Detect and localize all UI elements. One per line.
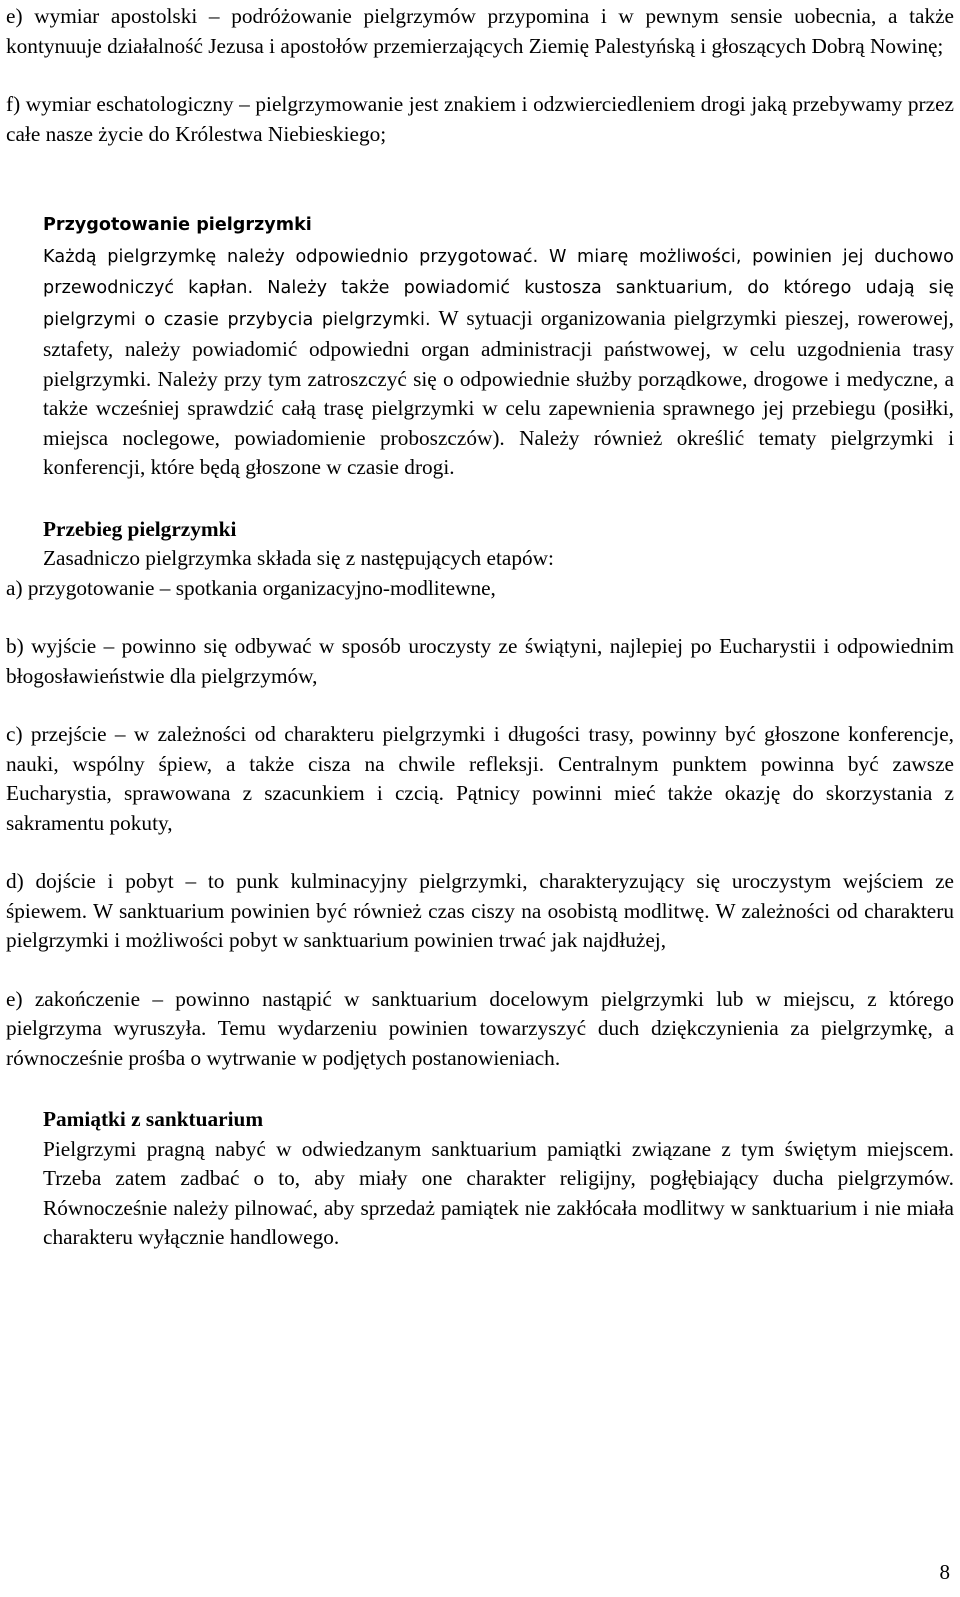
section-heading-course: Przebieg pielgrzymki xyxy=(43,516,237,541)
course-stage-a: a) przygotowanie – spotkania organizacyjno-modlitewne, xyxy=(6,575,496,600)
spacer xyxy=(6,61,954,90)
course-stage-d: d) dojście i pobyt – to punk kulminacyjny pielgrzymki, charakteryzujący się uroczystym wejściem ze śpiewem. W sanktuarium powinien być również czas ciszy na osobistą modlitwę. W zależności od charakteru pielgrzymki i możliwości pobyt w sanktuarium powinien trwać jak najdłużej, xyxy=(6,869,954,952)
section-heading-souvenirs: Pamiątki z sanktuarium xyxy=(43,1107,264,1131)
spacer xyxy=(6,956,954,985)
page-number: 8 xyxy=(939,1560,950,1584)
course-stage-b: b) wyjście – powinno się odbywać w sposób uroczysty ze świątyni, najlepiej po Eucharystii i odpowiednim błogosławieństwie dla pielgrzymów, xyxy=(6,634,954,688)
course-stage-c: c) przejście – w zależności od charakteru pielgrzymki i długości trasy, powinny być głoszone konferencje, nauki, wspólny śpiew, a także cisza na chwile refleksji. Centralnym punktem powinna być zawsze Eucharystia, sprawowana z szacunkiem i czcią. Pątnicy powinni mieć także okazję do skorzystania z sakramentu pokuty, xyxy=(6,722,954,835)
section-body-souvenirs: Pielgrzymi pragną nabyć w odwiedzanym sanktuarium pamiątki związane z tym świętym miejscem. Trzeba zatem zadbać o to, aby miały one charakter religijny, pogłębiający ducha pielgrzymów. Równocześnie należy pilnować, aby sprzedaż pamiątek nie zakłócała modlitwy w sanktuarium i nie miała charakteru wyłącznie handlowego. xyxy=(43,1136,954,1249)
section-heading-preparation: Przygotowanie pielgrzymki xyxy=(43,215,312,235)
spacer xyxy=(6,838,954,867)
preparation-body-sans: Każdą pielgrzymkę należy odpowiednio przygotować. W miarę możliwości, powinien jej duchowo przewodniczyć kapłan. Należy także powiadomić kustosza sanktuarium, do którego udają się pielgrzymi o czasie przybycia pielgrzymki. xyxy=(43,246,954,330)
spacer xyxy=(6,603,954,632)
course-stage-e: e) zakończenie – powinno nastąpić w sanktuarium docelowym pielgrzymki lub w miejscu, z którego pielgrzyma wyruszyła. Temu wydarzeniu powinien towarzyszyć duch dziękczynienia za pielgrzymkę, a równocześnie prośba o wytrwanie w podjętych postanowieniach. xyxy=(6,986,954,1070)
document-page xyxy=(6,2,954,1253)
course-intro: Zasadniczo pielgrzymka składa się z następujących etapów: xyxy=(43,546,554,570)
spacer xyxy=(6,149,954,211)
paragraph-f-eschatological: f) wymiar eschatologiczny – pielgrzymowanie jest znakiem i odzwierciedleniem drogi jaką przebywamy przez całe nasze życie do Królestwa Niebieskiego; xyxy=(6,92,954,146)
spacer xyxy=(6,483,954,515)
paragraph-e-apostolic: e) wymiar apostolski – podróżowanie pielgrzymów przypomina i w pewnym sensie uobecnia, a także kontynuuje działalność Jezusa i apostołów przemierzających Ziemię Palestyńską i głoszących Dobrą Nowinę; xyxy=(6,4,954,58)
section-body-preparation xyxy=(6,241,954,483)
preparation-body-serif: W sytuacji organizowania pielgrzymki pieszej, rowerowej, sztafety, należy powiadomić odpowiedni organ administracji państwowej, w celu uzgodnienia trasy pielgrzymki. Należy przy tym zatroszczyć się o odpowiednie służby porządkowe, drogowe i medyczne, a także wcześniej sprawdzić całą trasę pielgrzymki w celu zapewnienia sprawnego jej przebiegu (posiłki, miejsca noclegowe, powiadomienie proboszczów). Należy również określić tematy pielgrzymki i konferencji, które będą głoszone w czasie drogi. xyxy=(43,305,954,479)
spacer xyxy=(6,691,954,720)
spacer xyxy=(6,1073,954,1105)
